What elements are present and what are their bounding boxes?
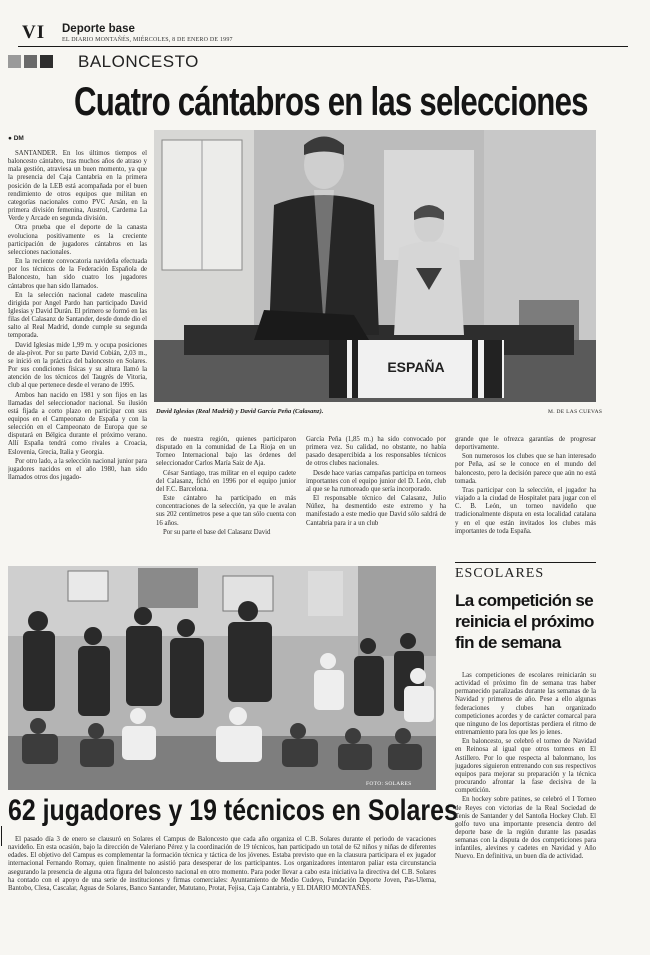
paragraph: grande que le ofrezca garantías de progresar deportivamente.: [455, 436, 596, 452]
main-article-col-1: [8, 150, 147, 554]
paragraph: Por su parte el base del Calasanz David: [163, 528, 271, 536]
paragraph: Por otro lado, a la selección nacional junior para jugadores nacidos en el año 1980, han sido llamados otros dos jugado-: [8, 457, 147, 482]
paragraph: Son numerosos los clubes que se han interesado por Peña, así se le conoce en el mundo del baloncesto, pero la decisión parece que aún no está tomada.: [455, 453, 596, 485]
sidebar-headline: La competición se reinicia el próximo fin de semana: [455, 591, 594, 652]
main-photo-caption: David Iglesias (Real Madrid) y David García Peña (Calasanz).: [156, 408, 324, 415]
paragraph: El responsable técnico del Calasanz, Julio Núñez, ha desmentido este extremo y ha manifestado a este medio que David sólo saldrá de Cantabria para ir a un club: [306, 495, 446, 527]
main-article-col-2: [156, 436, 296, 554]
main-photo-credit: M. DE LAS CUEVAS: [548, 409, 603, 415]
main-article-col-3: [306, 436, 446, 554]
paragraph: César Santiago, tras militar en el equipo cadete del Calasanz, fichó en 1996 por el equipo junior del F.C. Barcelona.: [156, 469, 296, 493]
paragraph: Este cántabro ha participado en más concentraciones de la selección, ya que le avalan sus 202 centímetros pese a que tan sólo cuenta con 16 años.: [156, 495, 296, 527]
paragraph: SANTANDER. En los últimos tiempos el baloncesto cántabro, tras muchos años de atraso y mala gestión, atraviesa un buen momento, ya que la presencia del Caja Cantabria en la primera posición de la LEB está acompañada por el buen rendimiento de otros equipos que militan en categorías nacionales como PVC Arsán, en la primera división femenina, Austrol, Cardema La Verde y Arcade en segunda división.: [8, 150, 147, 223]
paragraph: En baloncesto, se celebró el torneo de Navidad en Reinosa al igual que otros torneos en El Astillero. Por lo que respecta al balonmano, los jugadores siguieron entrenando con sus respectivos equipos para mejorar su preparación y la técnica procurando afrontar la fase decisiva de la competición.: [455, 738, 596, 795]
left-edge-mark: [1, 826, 2, 846]
solares-body: [8, 836, 436, 916]
paragraph: Desde hace varias campañas participa en torneos importantes con el equipo junior del D. León, club al que se ha rumoreado que sería incorporado.: [306, 469, 446, 493]
paragraph: En la reciente convocatoria navideña efectuada por los técnicos de la Federación Española de Baloncesto, han sido cuatro los jugadores cántabros que han sido llamados.: [8, 258, 147, 290]
byline: ● DM: [8, 135, 24, 142]
shirt-text: ESPAÑA: [387, 359, 445, 375]
paragraph: El pasado día 3 de enero se clausuró en Solares el Campus de Baloncesto que cada año organiza el C.B. Solares durante el periodo de vacaciones navideño. En esta ocasión, bajo la dirección de Valeriano Pérez y la coordinación de 19 técnicos, han participado un total de 62 niños y niñas de diferentes edades. El objetivo del Campus es complementar la formación técnica y táctica de los jóvenes. Estaba previsto que en la clausura participara el ex jugador internacional Fernando Romay, quien finalmente no asistió para desesperar de los participantes. Los organizadores intentaron paliar esta circunstancia asegurando la presencia de alguna otra figura del baloncesto nacional en otro momento. Para poder llevar a cabo esta iniciativa la directiva del C.B. Solares ha contado con el apoyo de una serie de instituciones y firmas comerciales: Ayuntamiento de Medio Cudeyo, Fundación Deporte Joven, Pas-Ulema, Bantobo, Clesa, Cascalar, Aguas de Solares, Banco Santander, Matutano, Protat, Fejisa, Caja Cantabria, y EL DIARIO MONTAÑÉS.: [8, 836, 436, 892]
solares-headline: 62 jugadores y 19 técnicos en Solares: [8, 794, 458, 827]
paragraph: David Iglesias mide 1,99 m. y ocupa posiciones de ala-pívot. Por su parte David Cobián, 2,03 m., se inició en la práctica del baloncesto en Solares. Por sus condiciones físicas y su altura llamó la atención de los técnicos del Taugrés de Vitoria, club al que pertenece desde el verano de 1995.: [8, 341, 147, 390]
main-photo: [154, 130, 596, 402]
paragraph: Las competiciones de escolares reiniciarán su actividad el próximo fin de semana tras haber permanecido paralizadas durante las semanas de la Navidad y primeros de año. Pese a ello algunas federaciones y clubes han organizado competiciones acordes y de carácter comarcal para que ninguno de los deportistas perdiera el ritmo de entrenamiento para los que les jo íenes.: [455, 672, 596, 737]
section-title: Deporte base: [62, 23, 135, 35]
paragraph: Otra prueba que el deporte de la canasta evoluciona positivamente es la creciente participación de jugadores cántabros en las selecciones nacionales.: [8, 224, 147, 256]
sidebar-body: [455, 672, 596, 917]
paragraph: García Peña (1,85 m.) ha sido convocado por primera vez. Su calidad, no obstante, no había pasado desapercibida a los responsables técnicos de otros clubes nacionales.: [306, 436, 446, 468]
paragraph: Tras participar con la selección, el jugador ha viajado a la ciudad de Hospitalet para jugar con el C. B. León, un torneo navideño que tradicionalmente disputa en esta localidad catalana y en el que están invitados los clubes más importantes de toda España.: [455, 486, 596, 535]
main-article-col-4: [455, 436, 596, 554]
sidebar-kicker: ESCOLARES: [455, 566, 545, 581]
page-header: [0, 0, 650, 50]
paragraph: En la selección nacional cadete masculina dirigida por Angel Pardo han participado David Iglesias y David Durán. El primero se formó en las filas del Calasanz de Santander, desde donde dio el salto al Real Madrid, donde cumple su segunda temporada.: [8, 291, 147, 340]
page-number: VI: [22, 22, 46, 43]
sidebar-top-rule: [455, 562, 596, 563]
dateline: EL DIARIO MONTAÑÉS, MIÉRCOLES, 8 DE ENERO DE 1997: [62, 37, 233, 43]
header-rule: [18, 46, 628, 47]
main-headline: Cuatro cántabros en las selecciones: [74, 80, 588, 124]
solares-photo: [8, 566, 436, 790]
paragraph: res de nuestra región, quienes participaron disputado en la comunidad de La Rioja en un Torneo Internacional bajo las órdenes del seleccionador Carlos María Saiz de Aja.: [156, 436, 296, 468]
paragraph: En hockey sobre patines, se celebró el I Torneo de Reyes con victorias de la Real Sociedad de Tenis de Santander y del Santoña Hockey Club. El golfo tuvo una importante presencia dentro del deporte base de la región durante las pasadas semanas con la disputa de dos competiciones para infantiles, alevines y cadetes en Navidad y Año Nuevo. En definitiva, un buen día de actividad.: [455, 796, 596, 861]
section-squares: [8, 55, 68, 69]
solares-photo-credit: FOTO: SOLARES: [366, 781, 412, 787]
kicker-baloncesto: BALONCESTO: [78, 52, 199, 71]
paragraph: Ambos han nacido en 1981 y son fijos en las llamadas del seleccionador nacional. Su ilusión está fijada a corto plazo en participar con sus equipos en el Campeonato de España y con la selección en el Campeonato de Europa que se disputará en Bélgica durante el próximo verano. Allí España tendrá como rivales a Croacia, Eslovenia, Grecia, Italia y Georgia.: [8, 391, 147, 456]
